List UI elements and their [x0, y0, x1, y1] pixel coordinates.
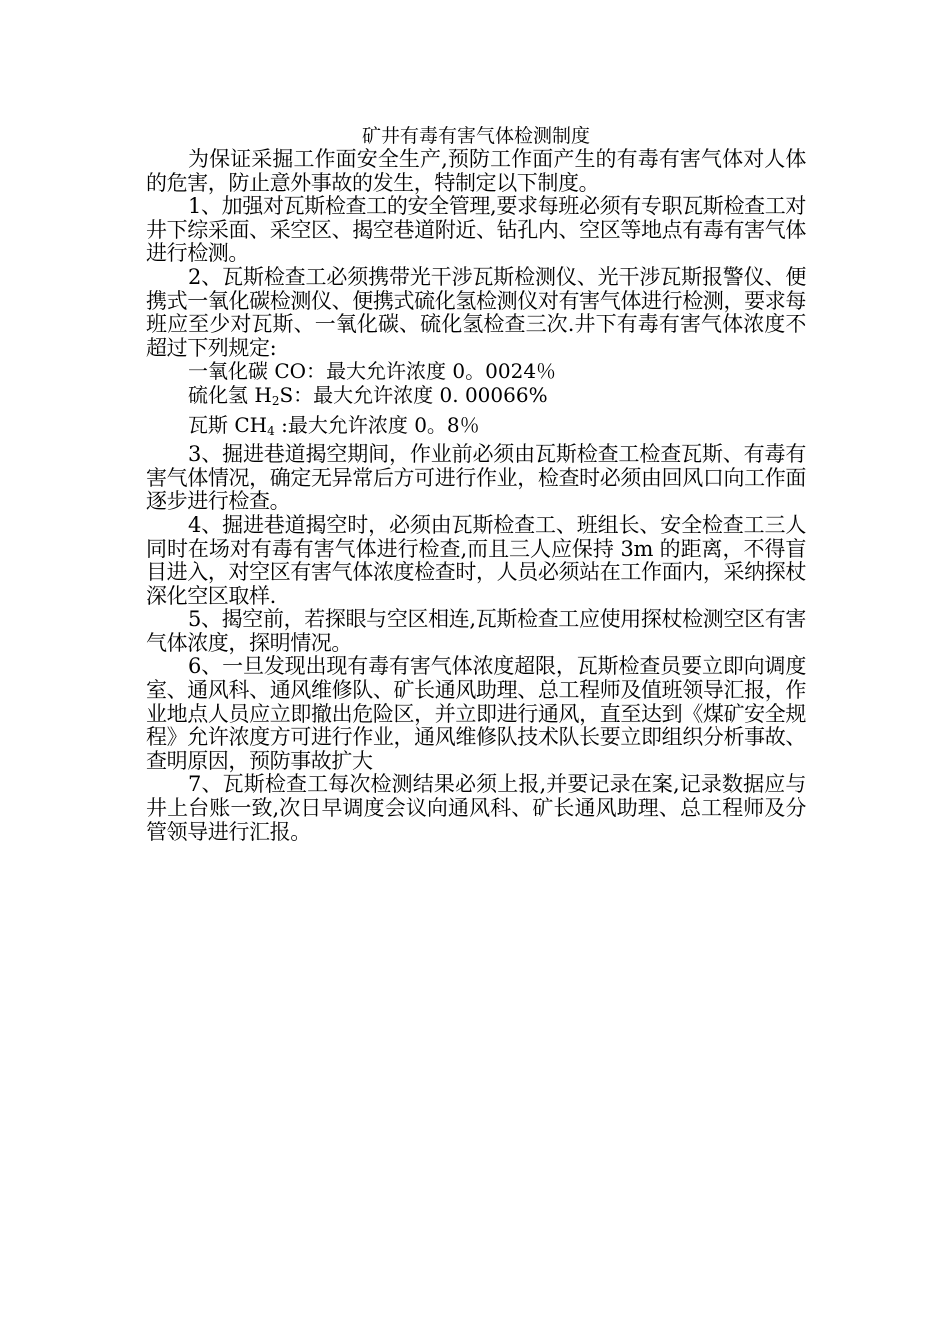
rule-item-2: 2、瓦斯检查工必须携带光干涉瓦斯检测仪、光干涉瓦斯报警仪、便携式一氧化碳检测仪、便携式硫化氢检测仪对有害气体进行检测，要求每班应至少对瓦斯、一氧化碳、硫化氢检查三次.井下有毒有害气体浓度不超过下列规定: [146, 264, 806, 360]
limit-ch4 [146, 414, 806, 444]
limit-h2s [146, 384, 806, 414]
document-title: 矿井有毒有害气体检测制度 [361, 125, 590, 147]
document-page [146, 124, 806, 844]
intro-paragraph: 为保证采掘工作面安全生产,预防工作面产生的有毒有害气体对人体的危害，防止意外事故的发生，特制定以下制度。 [146, 147, 806, 195]
limit-co-value: 最大允许浓度 0。0024％ [326, 359, 557, 384]
limit-ch4-name: 瓦斯 CH [188, 412, 268, 437]
limit-h2s-subscript: 2 [271, 393, 280, 408]
rule-item-6: 6、一旦发现出现有毒有害气体浓度超限，瓦斯检查员要立即向调度室、通风科、通风维修队、矿长通风助理、总工程师及值班领导汇报，作业地点人员应立即撤出危险区，并立即进行通风，直至达到《煤矿安全规程》允许浓度方可进行作业，通风维修队技术队长要立即组织分析事故、查明原因，预防事故扩大 [146, 654, 806, 773]
limit-co [146, 360, 806, 384]
rule-item-1: 1、加强对瓦斯检查工的安全管理,要求每班必须有专职瓦斯检查工对井下综采面、采空区、揭空巷道附近、钻孔内、空区等地点有毒有害气体进行检测。 [146, 194, 806, 266]
rule-item-7: 7、瓦斯检查工每次检测结果必须上报,并要记录在案,记录数据应与井上台账一致,次日早调度会议向通风科、矿长通风助理、总工程师及分管领导进行汇报。 [146, 772, 806, 844]
rule-item-5: 5、揭空前，若探眼与空区相连,瓦斯检查工应使用探杖检测空区有害气体浓度，探明情况。 [146, 607, 806, 655]
limit-h2s-value: 最大允许浓度 0. 00066% [313, 382, 548, 407]
limit-co-name: 一氧化碳 CO： [188, 359, 327, 384]
limit-h2s-name: 硫化氢 H [188, 382, 272, 407]
limit-ch4-value: :最大允许浓度 0。8％ [274, 412, 480, 437]
limit-ch4-subscript: 4 [267, 423, 275, 438]
rule-item-3: 3、掘进巷道揭空期间，作业前必须由瓦斯检查工检查瓦斯、有毒有害气体情况，确定无异常后方可进行作业，检查时必须由回风口向工作面逐步进行检查。 [146, 442, 806, 514]
limit-h2s-name-end: S： [279, 382, 314, 407]
rule-item-4: 4、掘进巷道揭空时，必须由瓦斯检查工、班组长、安全检查工三人同时在场对有毒有害气体进行检查,而且三人应保持 3m 的距离，不得盲目进入，对空区有害气体浓度检查时，人员必须站在工作面内，采纳探杖深化空区取样. [146, 512, 806, 608]
